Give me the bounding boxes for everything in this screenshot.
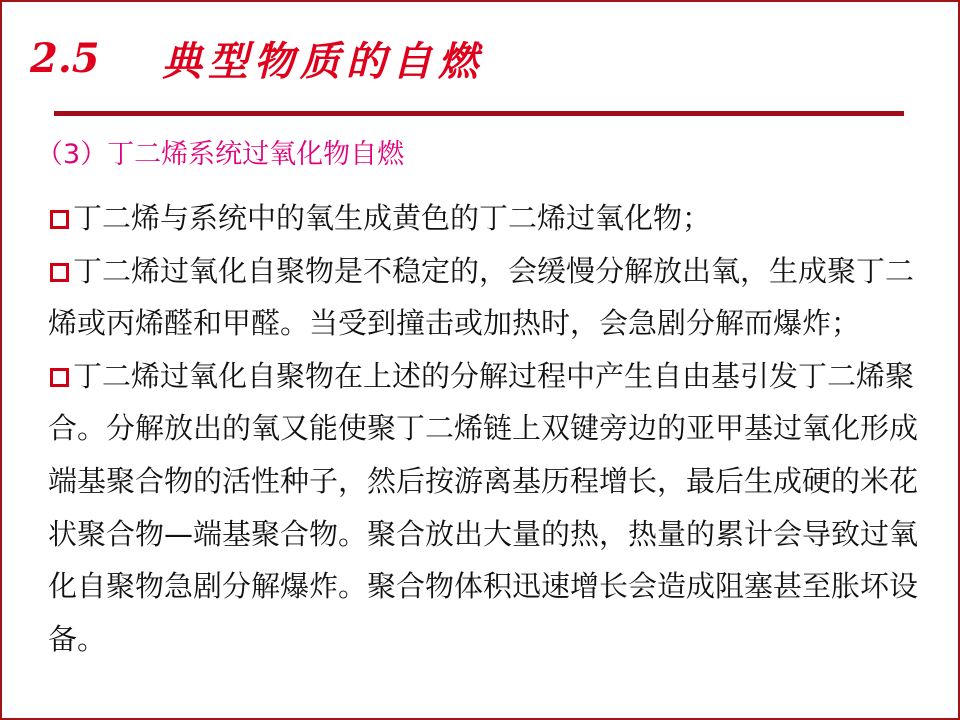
square-bullet-icon [50, 368, 69, 387]
bullet-item [48, 245, 928, 350]
bullet-list [48, 192, 928, 665]
square-bullet-icon [50, 263, 69, 282]
section-title: 典型物质的自燃 [162, 37, 484, 85]
square-bullet-icon [50, 210, 69, 229]
title-divider [54, 111, 904, 116]
subsection-heading: （3）丁二烯系统过氧化物自燃 [36, 139, 405, 170]
slide-title [30, 32, 484, 84]
bullet-text: 丁二烯过氧化自聚物是不稳定的，会缓慢分解放出氧，生成聚丁二烯或丙烯醛和甲醛。当受到撞击或加热时，会急剧分解而爆炸； [48, 253, 915, 341]
bullet-item [48, 192, 928, 245]
bullet-text: 丁二烯过氧化自聚物在上述的分解过程中产生自由基引发丁二烯聚合。分解放出的氧又能使聚丁二烯链上双键旁边的亚甲基过氧化形成端基聚合物的活性种子，然后按游离基历程增长，最后生成硬的米花状聚合物—端基聚合物。聚合放出大量的热，热量的累计会导致过氧化自聚物急剧分解爆炸。聚合物体积迅速增长会造成阻塞甚至胀坏设备。 [48, 358, 919, 656]
bullet-item [48, 350, 928, 666]
bullet-text: 丁二烯与系统中的氧生成黄色的丁二烯过氧化物； [73, 201, 712, 235]
section-number: 2.5 [30, 34, 100, 82]
